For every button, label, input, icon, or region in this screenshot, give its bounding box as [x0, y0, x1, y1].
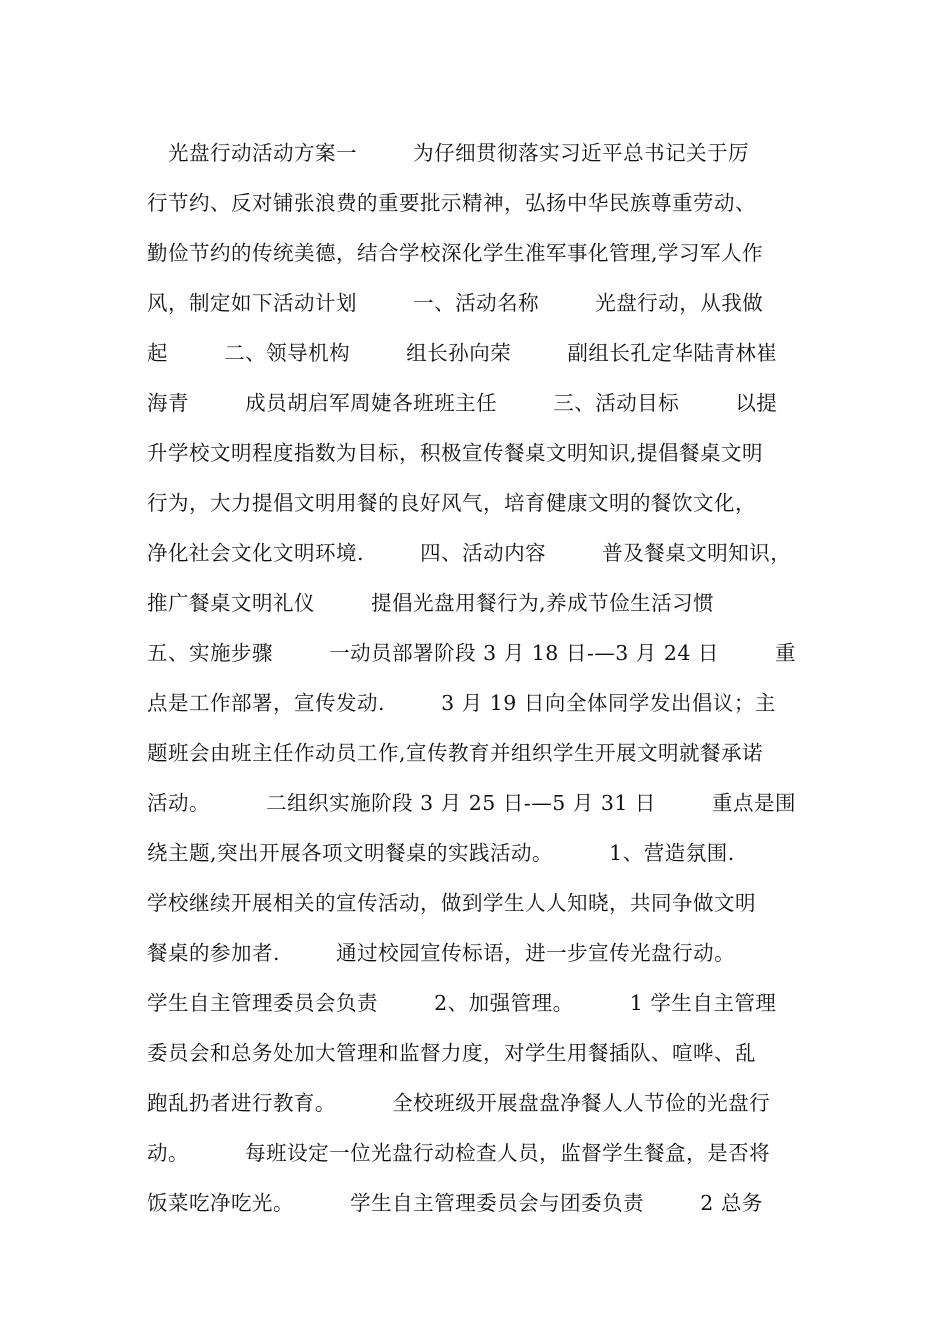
text-line: 活动。 二组织实施阶段 3 月 25 日-—5 月 31 日 重点是围: [147, 791, 797, 815]
text-line: 光盘行动活动方案一 为仔细贯彻落实习近平总书记关于厉: [147, 141, 750, 165]
text-line: 风，制定如下活动计划 一、活动名称 光盘行动，从我做: [147, 291, 764, 315]
text-line: 升学校文明程度指数为目标，积极宣传餐桌文明知识,提倡餐桌文明: [147, 441, 764, 465]
text-line: 绕主题,突出开展各项文明餐桌的实践活动。 1、营造氛围.: [147, 841, 735, 865]
text-line: 行节约、反对铺张浪费的重要批示精神，弘扬中华民族尊重劳动、: [147, 191, 756, 215]
text-line: 净化社会文化文明环境. 四、活动内容 普及餐桌文明知识，: [147, 541, 792, 565]
text-line: 跑乱扔者进行教育。 全校班级开展盘盘净餐人人节俭的光盘行: [147, 1091, 771, 1115]
text-line: 学校继续开展相关的宣传活动，做到学生人人知晓，共同争做文明: [147, 891, 756, 915]
text-line: 五、实施步骤 一动员部署阶段 3 月 18 日-—3 月 24 日 重: [147, 641, 797, 665]
text-line: 动。 每班设定一位光盘行动检查人员，监督学生餐盒，是否将: [147, 1141, 771, 1165]
text-line: 海青 成员胡启军周婕各班班主任 三、活动目标 以提: [147, 391, 778, 415]
document-body: [147, 128, 827, 1228]
text-line: 学生自主管理委员会负责 2、加强管理。 1 学生自主管理: [147, 991, 777, 1015]
text-line: 委员会和总务处加大管理和监督力度，对学生用餐插队、喧哗、乱: [147, 1041, 756, 1065]
text-line: 点是工作部署，宣传发动. 3 月 19 日向全体同学发出倡议；主: [147, 691, 776, 715]
text-line: 题班会由班主任作动员工作,宣传教育并组织学生开展文明就餐承诺: [147, 741, 764, 765]
text-line: 起 二、领导机构 组长孙向荣 副组长孔定华陆青林崔: [147, 341, 778, 365]
text-line: 勤俭节约的传统美德，结合学校深化学生准军事化管理,学习军人作: [147, 241, 764, 265]
text-line: 推广餐桌文明礼仪 提倡光盘用餐行为,养成节俭生活习惯: [147, 591, 715, 615]
text-line: 行为，大力提倡文明用餐的良好风气，培育健康文明的餐饮文化，: [147, 491, 756, 515]
text-line: 餐桌的参加者. 通过校园宣传标语，进一步宣传光盘行动。: [147, 941, 736, 965]
text-line: 饭菜吃净吃光。 学生自主管理委员会与团委负责 2 总务: [147, 1191, 763, 1215]
